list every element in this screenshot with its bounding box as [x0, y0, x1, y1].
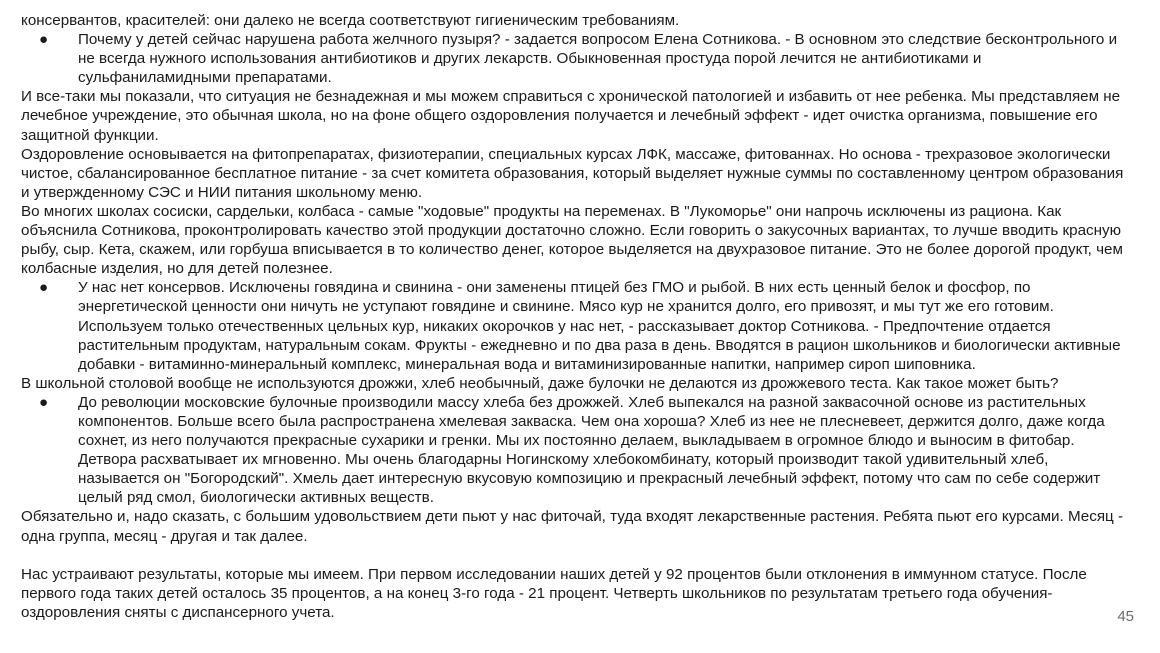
bullet-text: У нас нет консервов. Исключены говядина и свинина - они заменены птицей без ГМО и рыбой. В них есть ценный белок и фосфор, по энергетической ценности они ничуть не уступают говядине и свинине. Мясо кур не хранится долго, его привозят, и мы тут же его готовим. Используем только отечественных цельных кур, никаких окорочков у нас нет, - рассказывает доктор Сотникова. - Предпочтение отдается растительным продуктам, натуральным сокам. Фрукты - ежедневно и по два раза в день. Вводятся в рацион школьников и биологически активные добавки - витаминно-минеральный комплекс, минеральная вода и витаминизированные напитки, например сироп шиповника.	[78, 279, 1121, 373]
paragraph: В школьной столовой вообще не используются дрожжи, хлеб необычный, даже булочки не делаются из дрожжевого теста. Как такое может быть?	[21, 374, 1059, 392]
paragraph: консервантов, красителей: они далеко не всегда соответствуют гигиеническим требованиям.	[21, 12, 680, 29]
bullet-item	[21, 30, 1133, 87]
page-number: 45	[1117, 608, 1134, 625]
bullet-item	[21, 393, 1133, 508]
bullet-icon: ●	[39, 31, 49, 49]
bullet-text: До революции московские булочные производили массу хлеба без дрожжей. Хлеб выпекался на разной заквасочной основе из растительных компонентов. Больше всего была распространена хмелевая закваска. Чем она хороша? Хлеб из нее не плесневеет, держится долго, даже когда сохнет, из него получаются прекрасные сухарики и гренки. Мы их постоянно делаем, выкладываем в огромное блюдо и выносим в фитобар. Детвора расхватывает их мгновенно. Мы очень благодарны Ногинскому хлебокомбинату, который производит такой удивительный хлеб, называется он "Богородский". Хмель дает интересную вкусовую композицию и прекрасный лечебный эффект, потому что сам по себе содержит целый ряд смол, биологически активных веществ.	[78, 393, 1105, 507]
paragraph: Во многих школах сосиски, сардельки, колбаса - самые "ходовые" продукты на переменах. В "Лукоморье" они напрочь исключены из рациона. Как объяснила Сотникова, проконтролировать качество этой продукции достаточно сложно. Если говорить о закусочных вариантах, то лучше вводить красную рыбу, сыр. Кета, скажем, или горбуша вписывается в то количество денег, которое выделяется на двухразовое питание. Это не более дорогой продукт, чем колбасные изделия, но для детей полезнее.	[21, 202, 1123, 278]
bullet-icon: ●	[39, 393, 49, 411]
paragraph: Обязательно и, надо сказать, с большим удовольствием дети пьют у нас фиточай, туда входят лекарственные растения. Ребята пьют его курсами. Месяц - одна группа, месяц - другая и так далее.	[21, 508, 1124, 545]
paragraph: Нас устраивают результаты, которые мы имеем. При первом исследовании наших детей у 92 процентов были отклонения в иммунном статусе. После первого года таких детей осталось 35 процентов, а на конец 3-го года - 21 процент. Четверть школьников по результатам третьего года обучения-оздоровления сняты с диспансерного учета.	[21, 565, 1087, 621]
document-body	[21, 11, 1133, 622]
paragraph-spacer	[21, 546, 1133, 565]
bullet-icon: ●	[39, 279, 49, 297]
paragraph: И все-таки мы показали, что ситуация не безнадежная и мы можем справиться с хронической патологией и избавить от нее ребенка. Мы представляем не лечебное учреждение, это обычная школа, но на фоне общего оздоровления получается и лечебный эффект - идет очистка организма, повышение его защитной функции.	[21, 88, 1121, 144]
paragraph: Оздоровление основывается на фитопрепаратах, физиотерапии, специальных курсах ЛФК, массаже, фитованнах. Но основа - трехразовое экологически чистое, сбалансированное бесплатное питание - за счет комитета образования, который выделяет нужные суммы по составленному центром образования и утвержденному СЭС и НИИ питания школьному меню.	[21, 145, 1124, 201]
bullet-text: Почему у детей сейчас нарушена работа желчного пузыря? - задается вопросом Елена Сотникова. - В основном это следствие бесконтрольного и не всегда нужного использования антибиотиков и других лекарств. Обыкновенная простуда порой лечится не антибиотиками и сульфаниламидными препаратами.	[78, 31, 1118, 87]
bullet-item	[21, 278, 1133, 373]
